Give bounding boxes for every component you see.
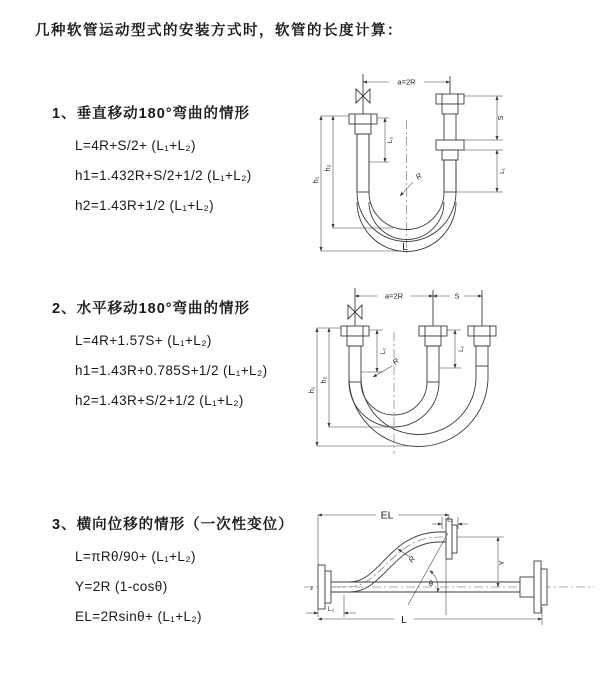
dim-label-h2: h₂ bbox=[319, 376, 328, 384]
middle-flange bbox=[419, 290, 447, 346]
formula-el: EL=2Rsinθ+ (L₁+L₂) bbox=[75, 609, 202, 624]
radius-leader bbox=[400, 171, 424, 196]
section-3 bbox=[52, 513, 294, 632]
s-curve-hose bbox=[331, 516, 457, 592]
left-flange bbox=[341, 326, 369, 346]
formula-h1: h1=1.43R+0.785S+1/2 (L₁+L₂) bbox=[75, 363, 268, 378]
radius-label: R bbox=[390, 356, 401, 367]
section-2 bbox=[52, 297, 267, 416]
dim-label-y: Y bbox=[497, 560, 506, 566]
dim-label-l2: L₂ bbox=[327, 606, 335, 613]
dim-label-h1: h₁ bbox=[307, 386, 316, 394]
page-title: 几种软管运动型式的安装方式时，软管的长度计算： bbox=[35, 23, 403, 39]
section-2-heading: 2、水平移动180°弯曲的情形 bbox=[52, 301, 251, 317]
dim-label-a2r: a=2R bbox=[384, 291, 404, 301]
formula-h2: h2=1.43R+1/2 (L₁+L₂) bbox=[75, 198, 215, 213]
radius-construction-line bbox=[408, 533, 448, 615]
formula-h2: h2=1.43R+S/2+1/2 (L₁+L₂) bbox=[75, 393, 244, 408]
centerline-mark: z bbox=[310, 585, 314, 592]
dim-label-l1: L₁ bbox=[447, 516, 453, 524]
section-1 bbox=[52, 102, 252, 221]
dim-label-el: EL bbox=[380, 509, 394, 522]
section-2-formulas bbox=[75, 326, 267, 416]
right-flange-assembly bbox=[436, 76, 464, 160]
radius-leader bbox=[398, 549, 417, 564]
right-braided-hose bbox=[476, 346, 488, 366]
left-flange bbox=[349, 114, 377, 134]
angle-label: θ bbox=[428, 579, 434, 588]
dim-label-l2: L₂ bbox=[387, 136, 394, 144]
length-label: L bbox=[402, 241, 408, 253]
dim-label-a2r: a=2R bbox=[397, 77, 416, 87]
dim-s bbox=[433, 292, 482, 301]
dim-s bbox=[464, 96, 505, 140]
diagram-vertical-180-bend bbox=[305, 68, 590, 266]
dim-label-s: S bbox=[496, 115, 505, 121]
dim-label-h2: h₂ bbox=[323, 164, 332, 172]
right-braided-hose bbox=[444, 160, 456, 192]
formula-length: L=4R+S/2+ (L₁+L₂) bbox=[75, 138, 196, 153]
dim-a2r bbox=[355, 292, 433, 301]
formula-y: Y=2R (1-cosθ) bbox=[75, 579, 168, 594]
dim-y bbox=[457, 537, 506, 587]
dim-l1 bbox=[456, 150, 506, 192]
section-1-heading: 1、垂直移动180°弯曲的情形 bbox=[52, 106, 251, 122]
diagram-horizontal-180-bend bbox=[303, 282, 600, 467]
section-3-heading: 3、横向位移的情形（一次性变位） bbox=[52, 517, 294, 533]
dim-h1 bbox=[311, 116, 401, 251]
dim-label-h1: h₁ bbox=[311, 176, 320, 184]
dim-a2r bbox=[363, 78, 450, 87]
hose-u-bends bbox=[349, 366, 488, 447]
angle-theta bbox=[429, 571, 438, 593]
formula-length: L=4R+1.57S+ (L₁+L₂) bbox=[75, 333, 212, 348]
valve-icon bbox=[356, 74, 370, 114]
middle-braided-hose bbox=[427, 346, 439, 382]
left-braided-hose bbox=[349, 346, 361, 382]
formula-h1: h1=1.432R+S/2+1/2 (L₁+L₂) bbox=[75, 168, 252, 183]
dim-label-s: S bbox=[454, 291, 460, 301]
section-3-formulas bbox=[75, 542, 294, 632]
section-1-formulas bbox=[75, 131, 252, 221]
left-flange bbox=[318, 565, 331, 609]
dim-label-l1: L₁ bbox=[499, 168, 506, 174]
valve-icon bbox=[348, 288, 362, 326]
radius-label: R bbox=[406, 554, 418, 565]
right-flange bbox=[468, 290, 496, 346]
dim-l bbox=[318, 607, 542, 626]
dim-l2 bbox=[369, 118, 394, 162]
left-braided-hose bbox=[357, 134, 369, 192]
formula-length: L=πRθ/90+ (L₁+L₂) bbox=[75, 549, 196, 564]
dim-label-l1: L₁ bbox=[458, 346, 465, 352]
diagram-lateral-displacement bbox=[298, 503, 600, 651]
dim-el bbox=[318, 510, 449, 566]
radius-label: R bbox=[413, 171, 424, 182]
dim-label-l2: L₂ bbox=[380, 347, 387, 355]
dim-label-l: L bbox=[401, 614, 407, 626]
